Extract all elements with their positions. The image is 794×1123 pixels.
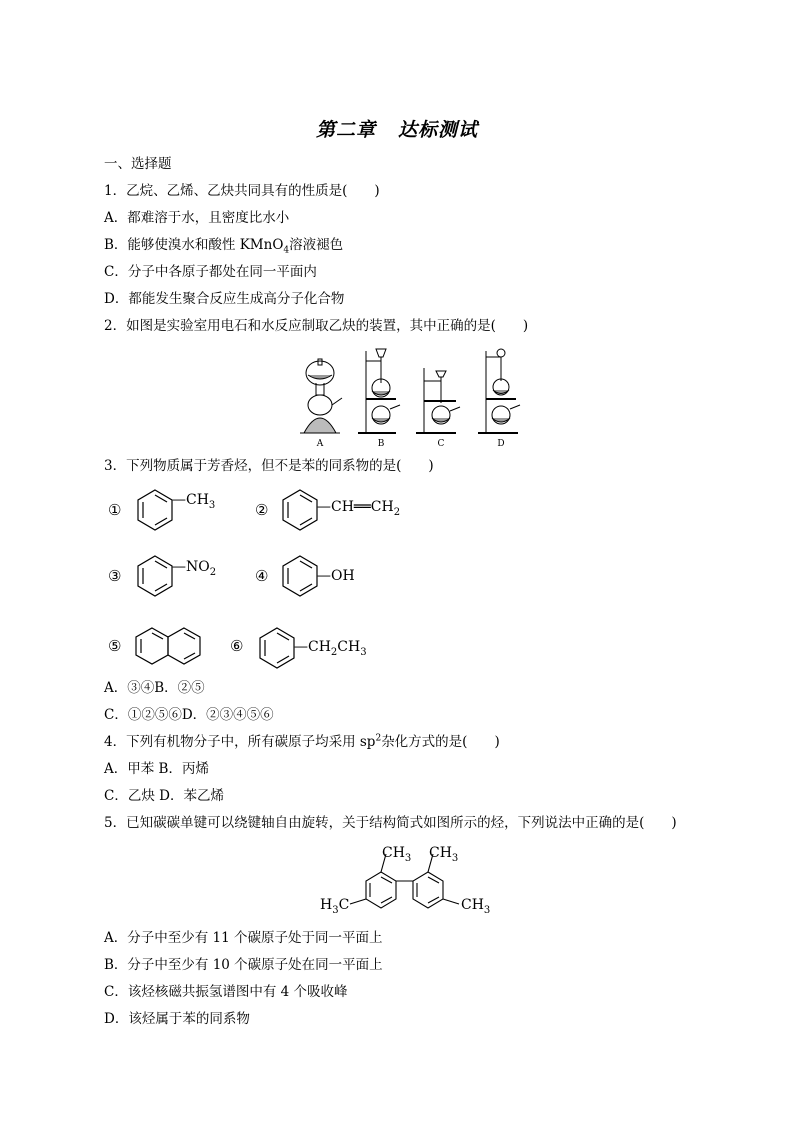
q2-label-d: D: [497, 439, 505, 448]
q3-num-6: ⑥: [230, 637, 244, 655]
page-title: 第二章 达标测试: [315, 119, 479, 141]
q3-sub-1: $—CH_3$: [172, 492, 216, 511]
q5-structure-figure: [318, 840, 508, 920]
q3-num-4: ④: [255, 567, 269, 585]
q1-option-d: D．都能发生聚合反应生成高分子化合物: [104, 291, 345, 307]
q3-stem: 3．下列物质属于芳香烃，但不是苯的同系物的是( ): [104, 458, 434, 474]
q3-options-cd: C．①②⑤⑥D．②③④⑤⑥: [104, 707, 274, 723]
q3-num-1: ①: [108, 501, 122, 519]
q2-label-b: B: [377, 439, 385, 448]
section-heading: 一、选择题: [104, 156, 172, 172]
q1-option-b: B．能够使溴水和酸性 KMnO$_4$溶液褪色: [104, 237, 344, 256]
q5-methyl-right: $CH_3$: [461, 897, 491, 916]
q1-option-c: C．分子中各原子都处在同一平面内: [104, 264, 317, 280]
q3-options-ab: A．③④B．②⑤: [104, 680, 205, 696]
q5-option-d: D．该烃属于苯的同系物: [104, 1011, 250, 1027]
q5-option-a: A．分子中至少有 11 个碳原子处于同一平面上: [104, 930, 383, 946]
q5-option-c: C．该烃核磁共振氢谱图中有 4 个吸收峰: [104, 984, 348, 1000]
q2-label-a: A: [316, 439, 324, 448]
q3-sub-2: $—CH══CH_2$: [317, 499, 401, 518]
q3-num-3: ③: [108, 567, 122, 585]
q2-label-c: C: [437, 439, 445, 448]
q3-sub-4: —OH: [317, 568, 355, 584]
q2-apparatus-figure: [296, 343, 526, 448]
q3-sub-6: $—CH_2CH_3$: [294, 639, 367, 658]
q5-methyl-2: $CH_3$: [429, 845, 459, 864]
q3-num-2: ②: [255, 501, 269, 519]
q5-methyl-left: $H_3C$: [320, 897, 350, 916]
q1-option-a: A．都难溶于水，且密度比水小: [104, 210, 290, 226]
q3-structures-figure: [100, 478, 440, 678]
q1-stem: 1．乙烷、乙烯、乙炔共同具有的性质是( ): [104, 183, 380, 199]
q4-stem: 4．下列有机物分子中，所有碳原子均采用 $sp^2$杂化方式的是( ): [104, 733, 500, 750]
q2-stem: 2．如图是实验室用电石和水反应制取乙炔的装置，其中正确的是( ): [104, 318, 529, 334]
q5-methyl-1: $CH_3$: [382, 845, 412, 864]
q3-num-5: ⑤: [108, 637, 122, 655]
q5-stem: 5．已知碳碳单键可以绕键轴自由旋转，关于结构简式如图所示的烃，下列说法中正确的是( ): [104, 815, 677, 831]
q4-options-ab: A．甲苯 B．丙烯: [104, 761, 209, 777]
q3-sub-3: $—NO_2$: [172, 559, 217, 578]
q4-options-cd: C．乙炔 D．苯乙烯: [104, 788, 224, 804]
q5-option-b: B．分子中至少有 10 个碳原子处在同一平面上: [104, 957, 383, 973]
